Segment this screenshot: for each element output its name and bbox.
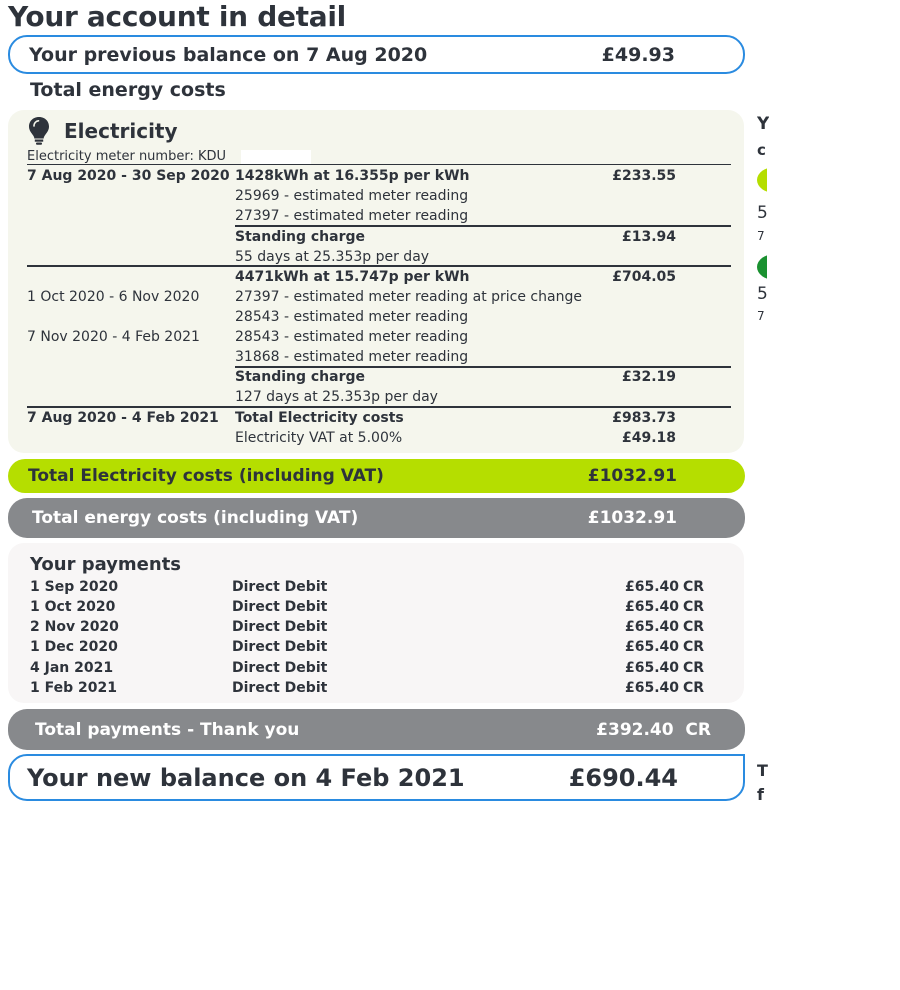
period-date: 7 Aug 2020 - 30 Sep 2020 bbox=[27, 168, 230, 184]
usage-amount: £233.55 bbox=[612, 168, 676, 184]
divider bbox=[235, 366, 731, 368]
payment-flag: CR bbox=[683, 579, 705, 595]
side-subheading-clipped: c bbox=[757, 141, 766, 159]
divider bbox=[27, 265, 731, 267]
payment-method: Direct Debit bbox=[232, 680, 328, 696]
total-electricity-incl-vat-label: Total Electricity costs (including VAT) bbox=[28, 466, 384, 486]
meter-reading: 31868 - estimated meter reading bbox=[235, 349, 469, 365]
side-footer-clipped: T bbox=[757, 761, 768, 780]
total-energy-incl-vat-amount: £1032.91 bbox=[587, 508, 677, 528]
total-energy-incl-vat-label: Total energy costs (including VAT) bbox=[32, 508, 359, 528]
previous-balance-amount: £49.93 bbox=[601, 44, 675, 66]
lime-dot-icon bbox=[757, 167, 767, 193]
payment-method: Direct Debit bbox=[232, 619, 328, 635]
total-period: 7 Aug 2020 - 4 Feb 2021 bbox=[27, 410, 219, 426]
payment-flag: CR bbox=[683, 680, 705, 696]
payment-date: 1 Sep 2020 bbox=[30, 579, 119, 595]
payment-flag: CR bbox=[683, 599, 705, 615]
payment-amount: £65.40 bbox=[625, 660, 680, 676]
payment-method: Direct Debit bbox=[232, 639, 328, 655]
side-subvalue-clipped: 7 bbox=[757, 229, 765, 243]
payment-amount: £65.40 bbox=[625, 619, 680, 635]
total-electricity-label: Total Electricity costs bbox=[235, 410, 404, 426]
payment-method: Direct Debit bbox=[232, 599, 328, 615]
standing-charge-amount: £13.94 bbox=[621, 229, 676, 245]
standing-charge-detail: 55 days at 25.353p per day bbox=[235, 249, 430, 265]
new-balance-amount: £690.44 bbox=[568, 764, 678, 792]
payment-method: Direct Debit bbox=[232, 579, 328, 595]
new-balance-box bbox=[8, 754, 745, 801]
previous-balance-label: Your previous balance on 7 Aug 2020 bbox=[29, 44, 428, 66]
lightbulb-icon bbox=[28, 116, 50, 146]
meter-reading: 28543 - estimated meter reading bbox=[235, 329, 469, 345]
usage-amount: £704.05 bbox=[612, 269, 676, 285]
page-title: Your account in detail bbox=[8, 0, 346, 33]
side-subvalue-clipped: 7 bbox=[757, 309, 765, 323]
side-value-clipped: 5 bbox=[757, 284, 768, 304]
total-payments-amount: £392.40 CR bbox=[596, 720, 711, 740]
payment-amount: £65.40 bbox=[625, 579, 680, 595]
meter-reading: 28543 - estimated meter reading bbox=[235, 309, 469, 325]
standing-charge-detail: 127 days at 25.353p per day bbox=[235, 389, 438, 405]
underline-meter bbox=[27, 164, 731, 165]
total-payments-bar bbox=[8, 709, 745, 750]
previous-balance-box bbox=[8, 35, 745, 74]
payment-date: 4 Jan 2021 bbox=[30, 660, 114, 676]
meter-number: Electricity meter number: KDU bbox=[27, 149, 227, 164]
vat-amount: £49.18 bbox=[621, 430, 676, 446]
payment-date: 1 Oct 2020 bbox=[30, 599, 116, 615]
period-date: 1 Oct 2020 - 6 Nov 2020 bbox=[27, 289, 200, 305]
green-dot-icon bbox=[757, 254, 767, 280]
payment-amount: £65.40 bbox=[625, 680, 680, 696]
payment-date: 2 Nov 2020 bbox=[30, 619, 119, 635]
standing-charge-label: Standing charge bbox=[235, 369, 366, 385]
payment-date: 1 Dec 2020 bbox=[30, 639, 118, 655]
vat-label: Electricity VAT at 5.00% bbox=[235, 430, 403, 446]
meter-reading: 27397 - estimated meter reading bbox=[235, 208, 469, 224]
side-footer-clipped: f bbox=[757, 785, 764, 804]
total-electricity-incl-vat-bar bbox=[8, 459, 745, 493]
period-date: 7 Nov 2020 - 4 Feb 2021 bbox=[27, 329, 200, 345]
payment-flag: CR bbox=[683, 619, 705, 635]
standing-charge-amount: £32.19 bbox=[621, 369, 676, 385]
redaction bbox=[241, 150, 311, 164]
usage-label: 4471kWh at 15.747p per kWh bbox=[235, 269, 470, 285]
total-energy-incl-vat-bar bbox=[8, 498, 745, 538]
side-value-clipped: 5 bbox=[757, 203, 768, 223]
meter-reading: 25969 - estimated meter reading bbox=[235, 188, 469, 204]
total-payments-label: Total payments - Thank you bbox=[35, 720, 300, 740]
electricity-header bbox=[28, 116, 178, 146]
electricity-title: Electricity bbox=[64, 119, 178, 143]
payment-amount: £65.40 bbox=[625, 639, 680, 655]
payment-method: Direct Debit bbox=[232, 660, 328, 676]
standing-charge-label: Standing charge bbox=[235, 229, 366, 245]
payment-date: 1 Feb 2021 bbox=[30, 680, 117, 696]
divider bbox=[235, 225, 731, 227]
side-heading-clipped: Y bbox=[757, 114, 769, 134]
payment-amount: £65.40 bbox=[625, 599, 680, 615]
section-heading: Total energy costs bbox=[30, 79, 226, 101]
total-electricity-amount: £983.73 bbox=[612, 410, 676, 426]
total-electricity-incl-vat-amount: £1032.91 bbox=[587, 466, 677, 486]
new-balance-label: Your new balance on 4 Feb 2021 bbox=[27, 764, 465, 792]
payments-title: Your payments bbox=[30, 554, 182, 575]
side-dot-lime-clip bbox=[757, 167, 767, 193]
divider bbox=[27, 406, 731, 408]
usage-label: 1428kWh at 16.355p per kWh bbox=[235, 168, 470, 184]
payment-flag: CR bbox=[683, 639, 705, 655]
side-dot-green-clip bbox=[757, 254, 767, 281]
meter-reading: 27397 - estimated meter reading at price change bbox=[235, 289, 582, 305]
payment-flag: CR bbox=[683, 660, 705, 676]
